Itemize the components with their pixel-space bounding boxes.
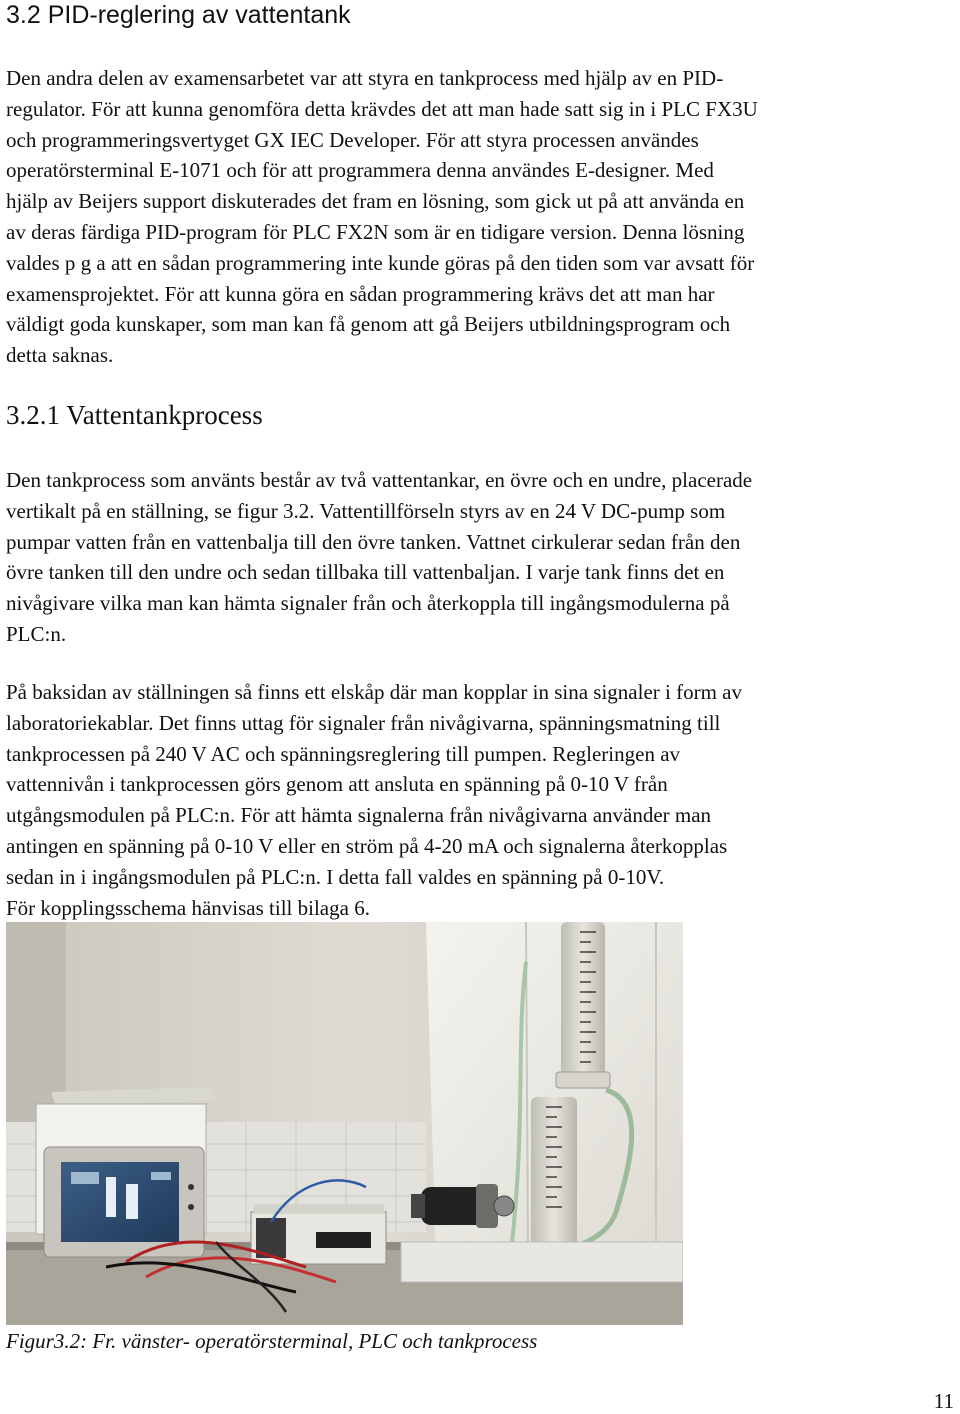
text-line: Den tankprocess som använts består av två vattentankar, en övre och en undre, placerade (6, 468, 753, 492)
text-line: sedan in i ingångsmodulen på PLC:n. I detta fall valdes en spänning på 0-10V. (6, 864, 665, 889)
paragraph-intro (6, 63, 758, 371)
text-line: av deras färdiga PID-program för PLC FX2N som är en tidigare version. Denna lösning (6, 219, 745, 244)
text-line: övre tanken till den undre och sedan tillbaka till vattenbaljan. I varje tank finns det en (6, 560, 725, 585)
water-basin (401, 1242, 683, 1282)
text-line: väldigt goda kunskaper, som man kan få genom att gå Beijers utbildningsprogram och (6, 312, 731, 337)
page-number: 11 (933, 1389, 954, 1413)
text-line: På baksidan av ställningen så finns ett elskåp där man kopplar in sina signaler i form av (6, 680, 742, 704)
text-line: examensprojektet. För att kunna göra en sådan programmering krävs det att man har (6, 281, 715, 306)
text-line: PLC:n. (6, 621, 67, 646)
text-line: laboratoriekablar. Det finns uttag för signaler från nivågivarna, spänningsmatning till (6, 710, 721, 735)
subsection-heading: 3.2.1 Vattentankprocess (6, 400, 263, 430)
text-line: antingen en spänning på 0-10 V eller en ström på 4-20 mA och signalerna återkopplas (6, 833, 728, 858)
text-line: nivågivare vilka man kan hämta signaler från och återkoppla till ingångsmodulerna på (6, 591, 730, 616)
text-line: och programmeringsvertyget GX IEC Developer. För att styra processen användes (6, 127, 699, 152)
text-line: valdes p g a att en sådan programmering inte kunde göras på den tiden som var avsatt för (6, 250, 755, 275)
section-heading: 3.2 PID-reglering av vattentank (6, 1, 351, 29)
text-line: regulator. För att kunna genomföra detta krävdes det att man hade satt sig in i PLC FX3U (6, 96, 758, 121)
photo-tank-setup (6, 922, 683, 1325)
text-line: hjälp av Beijers support diskuterades det fram en lösning, som gick ut på att använda en (6, 189, 745, 214)
text-line: vertikalt på en ställning, se figur 3.2. Vattentillförseln styrs av en 24 V DC-pump som (6, 498, 726, 523)
paragraph-electrical (6, 677, 742, 923)
text-line: tankprocessen på 240 V AC och spänningsreglering till pumpen. Regleringen av (6, 741, 681, 766)
figure-photo (6, 922, 683, 1325)
text-line: detta saknas. (6, 343, 114, 368)
text-line: utgångsmodulen på PLC:n. För att hämta signalerna från nivågivarna använder man (6, 803, 712, 828)
text-line: vattennivån i tankprocessen görs genom att ansluta en spänning på 0-10 V från (6, 772, 668, 797)
text-line: operatörsterminal E-1071 och för att programmera denna användes E-designer. Med (6, 158, 714, 183)
text-line: För kopplingsschema hänvisas till bilaga 6. (6, 895, 370, 920)
text-line: pumpar vatten från en vattenbalja till den övre tanken. Vattnet cirkulerar sedan från den (6, 529, 741, 554)
figure-caption: Figur3.2: Fr. vänster- operatörsterminal, PLC och tankprocess (6, 1329, 538, 1353)
paragraph-tank-process (6, 465, 752, 650)
text-line: Den andra delen av examensarbetet var att styra en tankprocess med hjälp av en PID- (6, 66, 724, 90)
